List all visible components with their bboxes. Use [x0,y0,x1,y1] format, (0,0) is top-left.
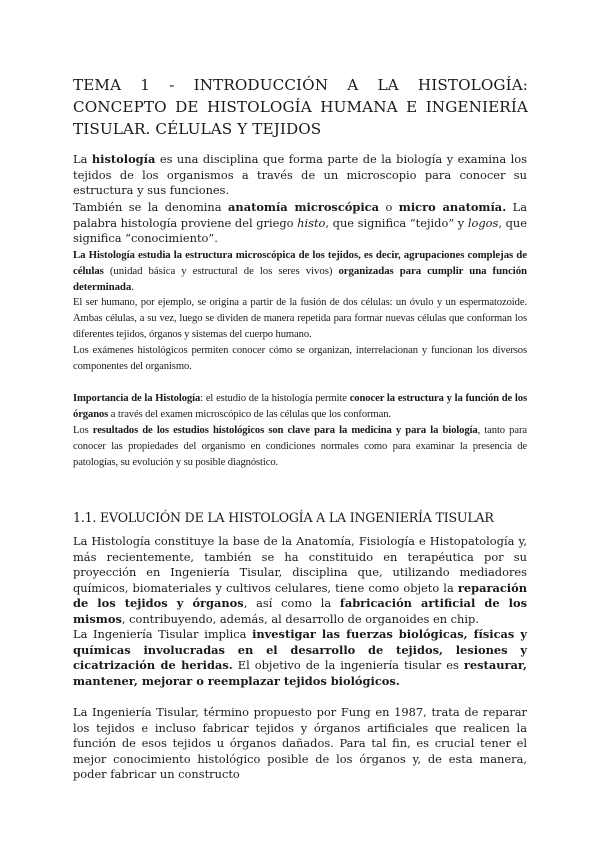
paragraph-importance [73,391,527,423]
bold-term: investigar las fuerzas biológicas, físicas y químicas involucradas en el desarrollo de tejidos, lesiones y cicatrización de heridas. [73,627,527,672]
text-run: : el estudio de la histología permite [200,393,350,404]
text-run: o [378,200,399,214]
text-run: es una disciplina que forma parte de la biología y examina los tejidos de los organismos a través de un microscopio para conocer su estructura y sus funciones. [73,152,527,197]
paragraph-definition [73,152,527,199]
text-run: , así como la [243,596,340,610]
text-run: . [131,280,134,293]
paragraph-evolution [73,534,527,627]
text-run: , que significa “conocimiento”. [73,215,527,245]
bold-term: histología [91,152,156,166]
text-run: La Ingeniería Tisular implica [73,627,253,641]
paragraph-etymology [73,200,527,247]
text-run: La Histología constituye la base de la Anatomía, Fisiología e Histopatología y, más recientemente, también se ha constituido en terapéutica por su proyección en Ingeniería Tisular, disciplina que, utilizando mediadores químicos, biomateriales y cultivos celulares, tiene como objeto la [73,534,527,595]
text-run: El objetivo de la ingeniería tisular es [232,658,464,672]
text-run: La palabra histología proviene del griego [73,200,527,230]
bold-term: organizadas para cumplir una función determinada [73,264,527,293]
bold-term: Importancia de la Histología [73,393,201,404]
text-run: (unidad básica y estructural de los seres vivos) [103,264,339,277]
bold-term: conocer la estructura y la función de los órganos [73,393,527,420]
bold-term: reparación de los tejidos y órganos [73,580,527,610]
italic-term: histo [297,215,326,230]
paragraph-results [73,423,527,470]
text-run: , tanto para conocer las propiedades del organismo en condiciones normales como para examinar la presencia de patologías, su evolución y su posible diagnóstico. [73,425,527,468]
section-heading: 1.1. EVOLUCIÓN DE LA HISTOLOGÍA A LA INGENIERÍA TISULAR [73,510,494,525]
bold-term: restaurar, mantener, mejorar o reemplazar tejidos biológicos. [73,658,527,688]
paragraph-histological-exams: Los exámenes histológicos permiten conocer cómo se organizan, interrelacionan y funcionan los diversos componentes del organismo. [73,345,527,372]
text-run: La [73,152,92,166]
bold-term: fabricación artificial de los mismos [73,596,527,626]
page-title: TEMA 1 - INTRODUCCIÓN A LA HISTOLOGÍA: CONCEPTO DE HISTOLOGÍA HUMANA E INGENIERÍA TISULAR. CÉLULAS Y TEJIDOS [73,76,528,138]
paragraph-fung-1987: La Ingeniería Tisular, término propuesto por Fung en 1987, trata de reparar los tejidos e incluso fabricar tejidos y órganos artificiales que realicen la función de esos tejidos u órganos dañados. Para tal fin, es crucial tener el mejor conocimiento histológico posible de los órganos y, de esta manera, poder fabricar un constructo [73,705,527,781]
italic-term: logos [467,215,499,230]
bold-term: anatomía microscópica [228,200,379,214]
text-run: a través del examen microscópico de las células que los conforman. [108,408,391,420]
paragraph-histology-study [73,248,527,295]
bold-term: micro anatomía. [398,200,507,214]
text-run: , que significa “tejido” y [325,215,468,230]
paragraph-human-origin: El ser humano, por ejemplo, se origina a partir de la fusión de dos células: un óvulo y un espermatozoide. Ambas células, a su vez, luego se dividen de manera repetida para formar nuevas células que conforman los diferentes tejidos, órganos y sistemas del cuerpo humano. [73,297,527,340]
paragraph-tissue-engineering [73,627,527,689]
bold-term: resultados de los estudios histológicos son clave para la medicina y para la biología [92,425,478,436]
text-run: También se la denomina [73,200,229,214]
text-run: , contribuyendo, además, al desarrollo de organoides en chip. [121,611,479,626]
text-run: Los [73,425,93,436]
bold-term: La Histología estudia la estructura microscópica de los tejidos, es decir, agrupaciones complejas de células [73,249,527,277]
